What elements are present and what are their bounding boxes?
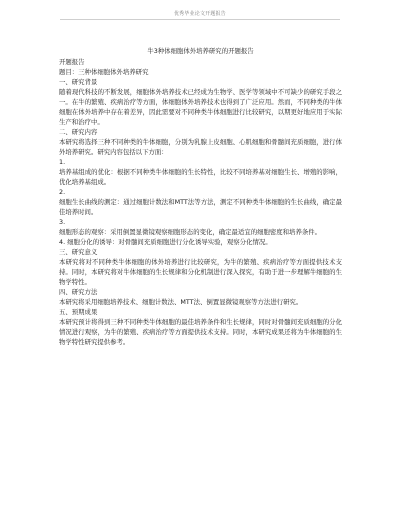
section-heading-methods: 四、研究方法 xyxy=(59,288,98,296)
list-item-text-1: 培养基组成的优化：根据不同种类牛体细胞的生长特性，比较不同培养基对细胞生长、增殖的影响，优化培养基组成。 xyxy=(59,168,342,186)
header-divider xyxy=(60,19,340,20)
section-intro-content: 本研究将选择三种不同种类的牛体细胞，分别为乳腺上皮细胞、心肌细胞和骨髓间充质细胞，进行体外培养研究。研究内容包括以下方面： xyxy=(59,138,342,156)
document-body xyxy=(59,46,342,347)
section-heading-background: 一、研究背景 xyxy=(59,78,98,86)
page-header: 优秀毕业论文开题报告 xyxy=(173,11,226,17)
list-item-text-2: 细胞生长曲线的测定：通过细胞计数法和MTT法等方法，测定不同种类牛体细胞的生长曲线，确定最佳培养时间。 xyxy=(59,198,342,216)
section-heading-outcomes: 五、预期成果 xyxy=(59,308,98,316)
document-title: 牛3种体细胞体外培养研究的开题报告 xyxy=(147,47,254,55)
list-item-number-1: 1. xyxy=(59,158,66,166)
section-body-significance: 本研究将对不同种类牛体细胞的体外培养进行比较研究，为牛的繁殖、疾病治疗等方面提供技术支持。同时，本研究将对牛体细胞的生长规律和分化机制进行深入探究，有助于进一步理解牛细胞的生物学特性。 xyxy=(59,258,342,286)
list-item-number-3: 3. xyxy=(59,218,66,226)
report-label: 开题报告 xyxy=(59,58,85,66)
list-item-number-2: 2. xyxy=(59,188,66,196)
topic-line: 题目：三种体细胞体外培养研究 xyxy=(59,68,149,76)
section-body-methods: 本研究将采用细胞培养技术、细胞计数法、MTT法、倒置显微镜观察等方法进行研究。 xyxy=(59,298,303,306)
section-heading-content: 二、研究内容 xyxy=(59,128,98,136)
section-heading-significance: 三、研究意义 xyxy=(59,248,98,256)
section-body-outcomes: 本研究预计将得到三种不同种类牛体细胞的最佳培养条件和生长规律，同时对骨髓间充质细胞的分化情况进行观察，为牛的繁殖、疾病治疗等方面提供技术支持。同时，本研究成果还将为牛体细胞的生物学特性研究提供参考。 xyxy=(59,318,342,346)
list-item-text-3: 细胞形态的观察：采用倒置显微镜观察细胞形态的变化，确定最适宜的细胞密度和培养条件。 xyxy=(59,228,322,236)
section-body-background: 随着现代科技的不断发展，细胞体外培养技术已经成为生物学、医学等领域中不可缺少的研究手段之一。在牛的繁殖、疾病治疗等方面，体细胞体外培养技术也得到了广泛应用。然而，不同种类的牛体细胞在体外培养中存在着差异，因此需要对不同种类牛体细胞进行比较研究，以期更好地应用于实际生产和治疗中。 xyxy=(59,88,342,126)
list-item-4: 4. 细胞分化的诱导：对骨髓间充质细胞进行分化诱导实验，观察分化情况。 xyxy=(59,238,272,246)
